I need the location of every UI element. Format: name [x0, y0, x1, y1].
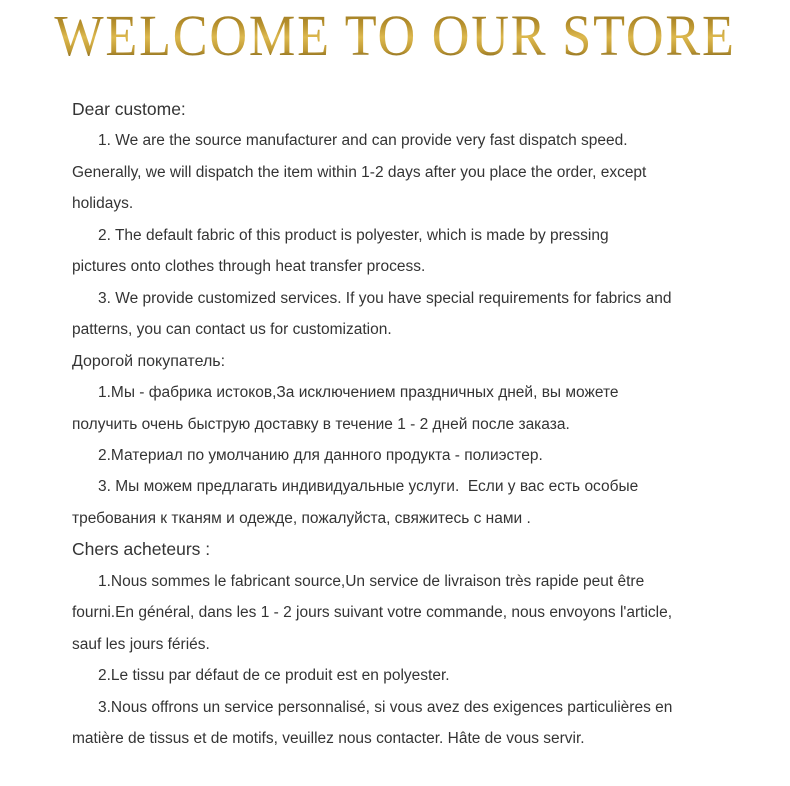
text-line: 1.Nous sommes le fabricant source,Un service de livraison très rapide peut être [98, 572, 645, 590]
text-line: matière de tissus et de motifs, veuillez nous contacter. Hâte de vous servir. [72, 730, 585, 748]
text-line: patterns, you can contact us for customization. [72, 321, 392, 339]
section-english [72, 94, 760, 346]
text-line: 3.Nous offrons un service personnalisé, si vous avez des exigences particulières en [98, 698, 673, 716]
text-line: требования к тканям и одежде, пожалуйста, свяжитесь с нами . [72, 509, 531, 527]
text-line: pictures onto clothes through heat transfer process. [72, 258, 426, 276]
section-heading-russian: Дорогой покупатель: [72, 352, 226, 370]
text-line: 2.Материал по умолчанию для данного продукта - полиэстер. [98, 446, 543, 464]
text-line: 2.Le tissu par défaut de ce produit est en polyester. [98, 667, 450, 685]
store-welcome-title: WELCOME TO OUR STORE [40, 4, 751, 68]
text-line: sauf les jours fériés. [72, 635, 210, 653]
text-line: 1. We are the source manufacturer and can provide very fast dispatch speed. [98, 132, 628, 150]
text-line: 2. The default fabric of this product is polyester, which is made by pressing [98, 226, 609, 244]
section-heading-french: Chers acheteurs : [72, 539, 211, 560]
text-line: Generally, we will dispatch the item within 1-2 days after you place the order, except [72, 163, 647, 181]
text-line: holidays. [72, 195, 134, 213]
text-line: 3. Мы можем предлагать индивидуальные услуги. Если у вас есть особые [98, 478, 639, 496]
section-heading-english: Dear custome: [72, 99, 186, 119]
text-line: 3. We provide customized services. If you have special requirements for fabrics and [98, 289, 672, 307]
text-line: fourni.En général, dans les 1 - 2 jours suivant votre commande, nous envoyons l'article, [72, 604, 673, 622]
section-russian [72, 346, 760, 535]
section-french [72, 534, 760, 754]
text-line: получить очень быструю доставку в течение 1 - 2 дней после заказа. [72, 415, 570, 433]
text-line: 1.Мы - фабрика истоков,За исключением праздничных дней, вы можете [98, 384, 619, 402]
store-description [0, 94, 790, 755]
